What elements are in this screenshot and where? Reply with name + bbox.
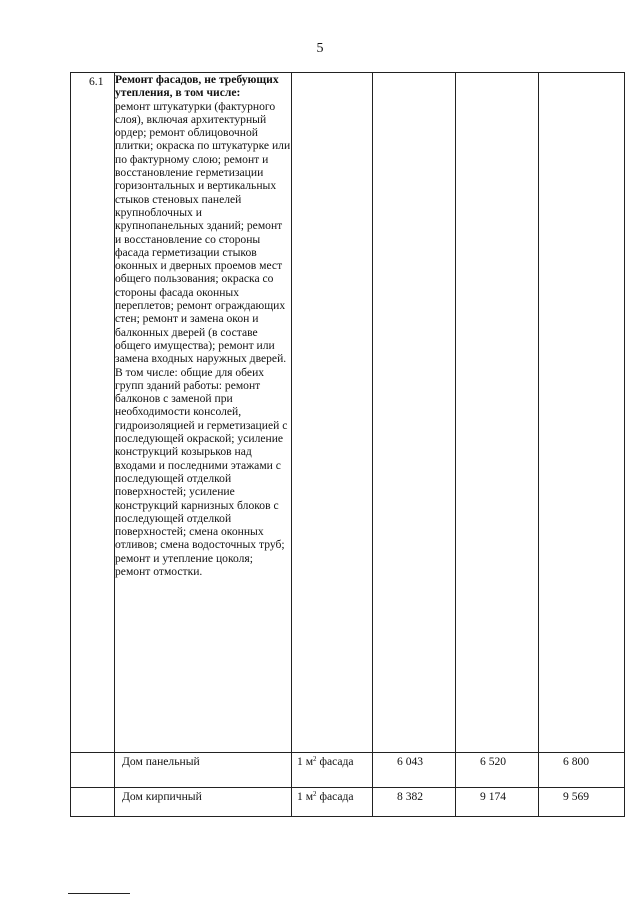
row-value: 6 043 <box>397 755 424 768</box>
section-description-cell <box>115 73 292 753</box>
row-label-cell <box>115 753 292 788</box>
value-cell-empty <box>456 73 539 753</box>
row-unit-cell <box>292 788 373 817</box>
row-unit-cell <box>292 753 373 788</box>
row-value-cell <box>373 753 456 788</box>
row-unit: 1 $м^2$ фасада <box>297 790 354 803</box>
section-number: 6.1 <box>89 75 104 88</box>
row-value-cell <box>373 788 456 817</box>
row-value-cell <box>539 753 625 788</box>
row-label-cell <box>115 788 292 817</box>
section-description: ремонт штукатурки (фактурного слоя), включая архитектурный ордер; ремонт облицовочной плитки; окраска по штукатурке или по фактурному слою; ремонт и восстановление герметизации горизонтальных и вертикальных стыков стеновых панелей крупноблочных и крупнопанельных зданий; ремонт и восстановление со стороны фасада герметизации стыков оконных и дверных проемов мест общего пользования; окраска со стороны фасада оконных переплетов; ремонт ограждающих стен; ремонт и замена окон и балконных дверей (в составе общего имущества); ремонт или замена входных наружных дверей. В том числе: общие для обеих групп зданий работы: ремонт балконов с заменой при необходимости консолей, гидроизоляцией и герметизацией с последующей окраской; усиление конструкций козырьков над входами и последними этажами с последующей отделкой поверхностей; усиление конструкций карнизных блоков с последующей отделкой поверхностей; смена оконных отливов; смена водосточных труб; ремонт и утепление цоколя; ремонт отмостки. <box>115 99 291 578</box>
page-number: 5 <box>316 41 324 56</box>
row-number-cell <box>71 788 115 817</box>
row-value: 6 800 <box>563 755 590 768</box>
row-unit: 1 $м^2$ фасада <box>297 755 354 768</box>
row-label: Дом кирпичный <box>122 790 202 803</box>
section-title: Ремонт фасадов, не требующих утепления, в том числе: <box>115 73 279 100</box>
cost-table <box>70 72 625 817</box>
row-label: Дом панельный <box>122 755 200 768</box>
row-value-cell <box>539 788 625 817</box>
row-value: 8 382 <box>397 790 424 803</box>
unit-cell-empty <box>292 73 373 753</box>
row-number-cell <box>71 753 115 788</box>
table-row <box>71 753 625 788</box>
footnote-separator <box>68 893 130 894</box>
row-value: 9 174 <box>480 790 507 803</box>
table-row <box>71 788 625 817</box>
value-cell-empty <box>539 73 625 753</box>
row-value-cell <box>456 788 539 817</box>
value-cell-empty <box>373 73 456 753</box>
row-value: 9 569 <box>563 790 590 803</box>
row-value-cell <box>456 753 539 788</box>
row-value: 6 520 <box>480 755 507 768</box>
section-row <box>71 73 625 753</box>
section-number-cell <box>71 73 115 753</box>
